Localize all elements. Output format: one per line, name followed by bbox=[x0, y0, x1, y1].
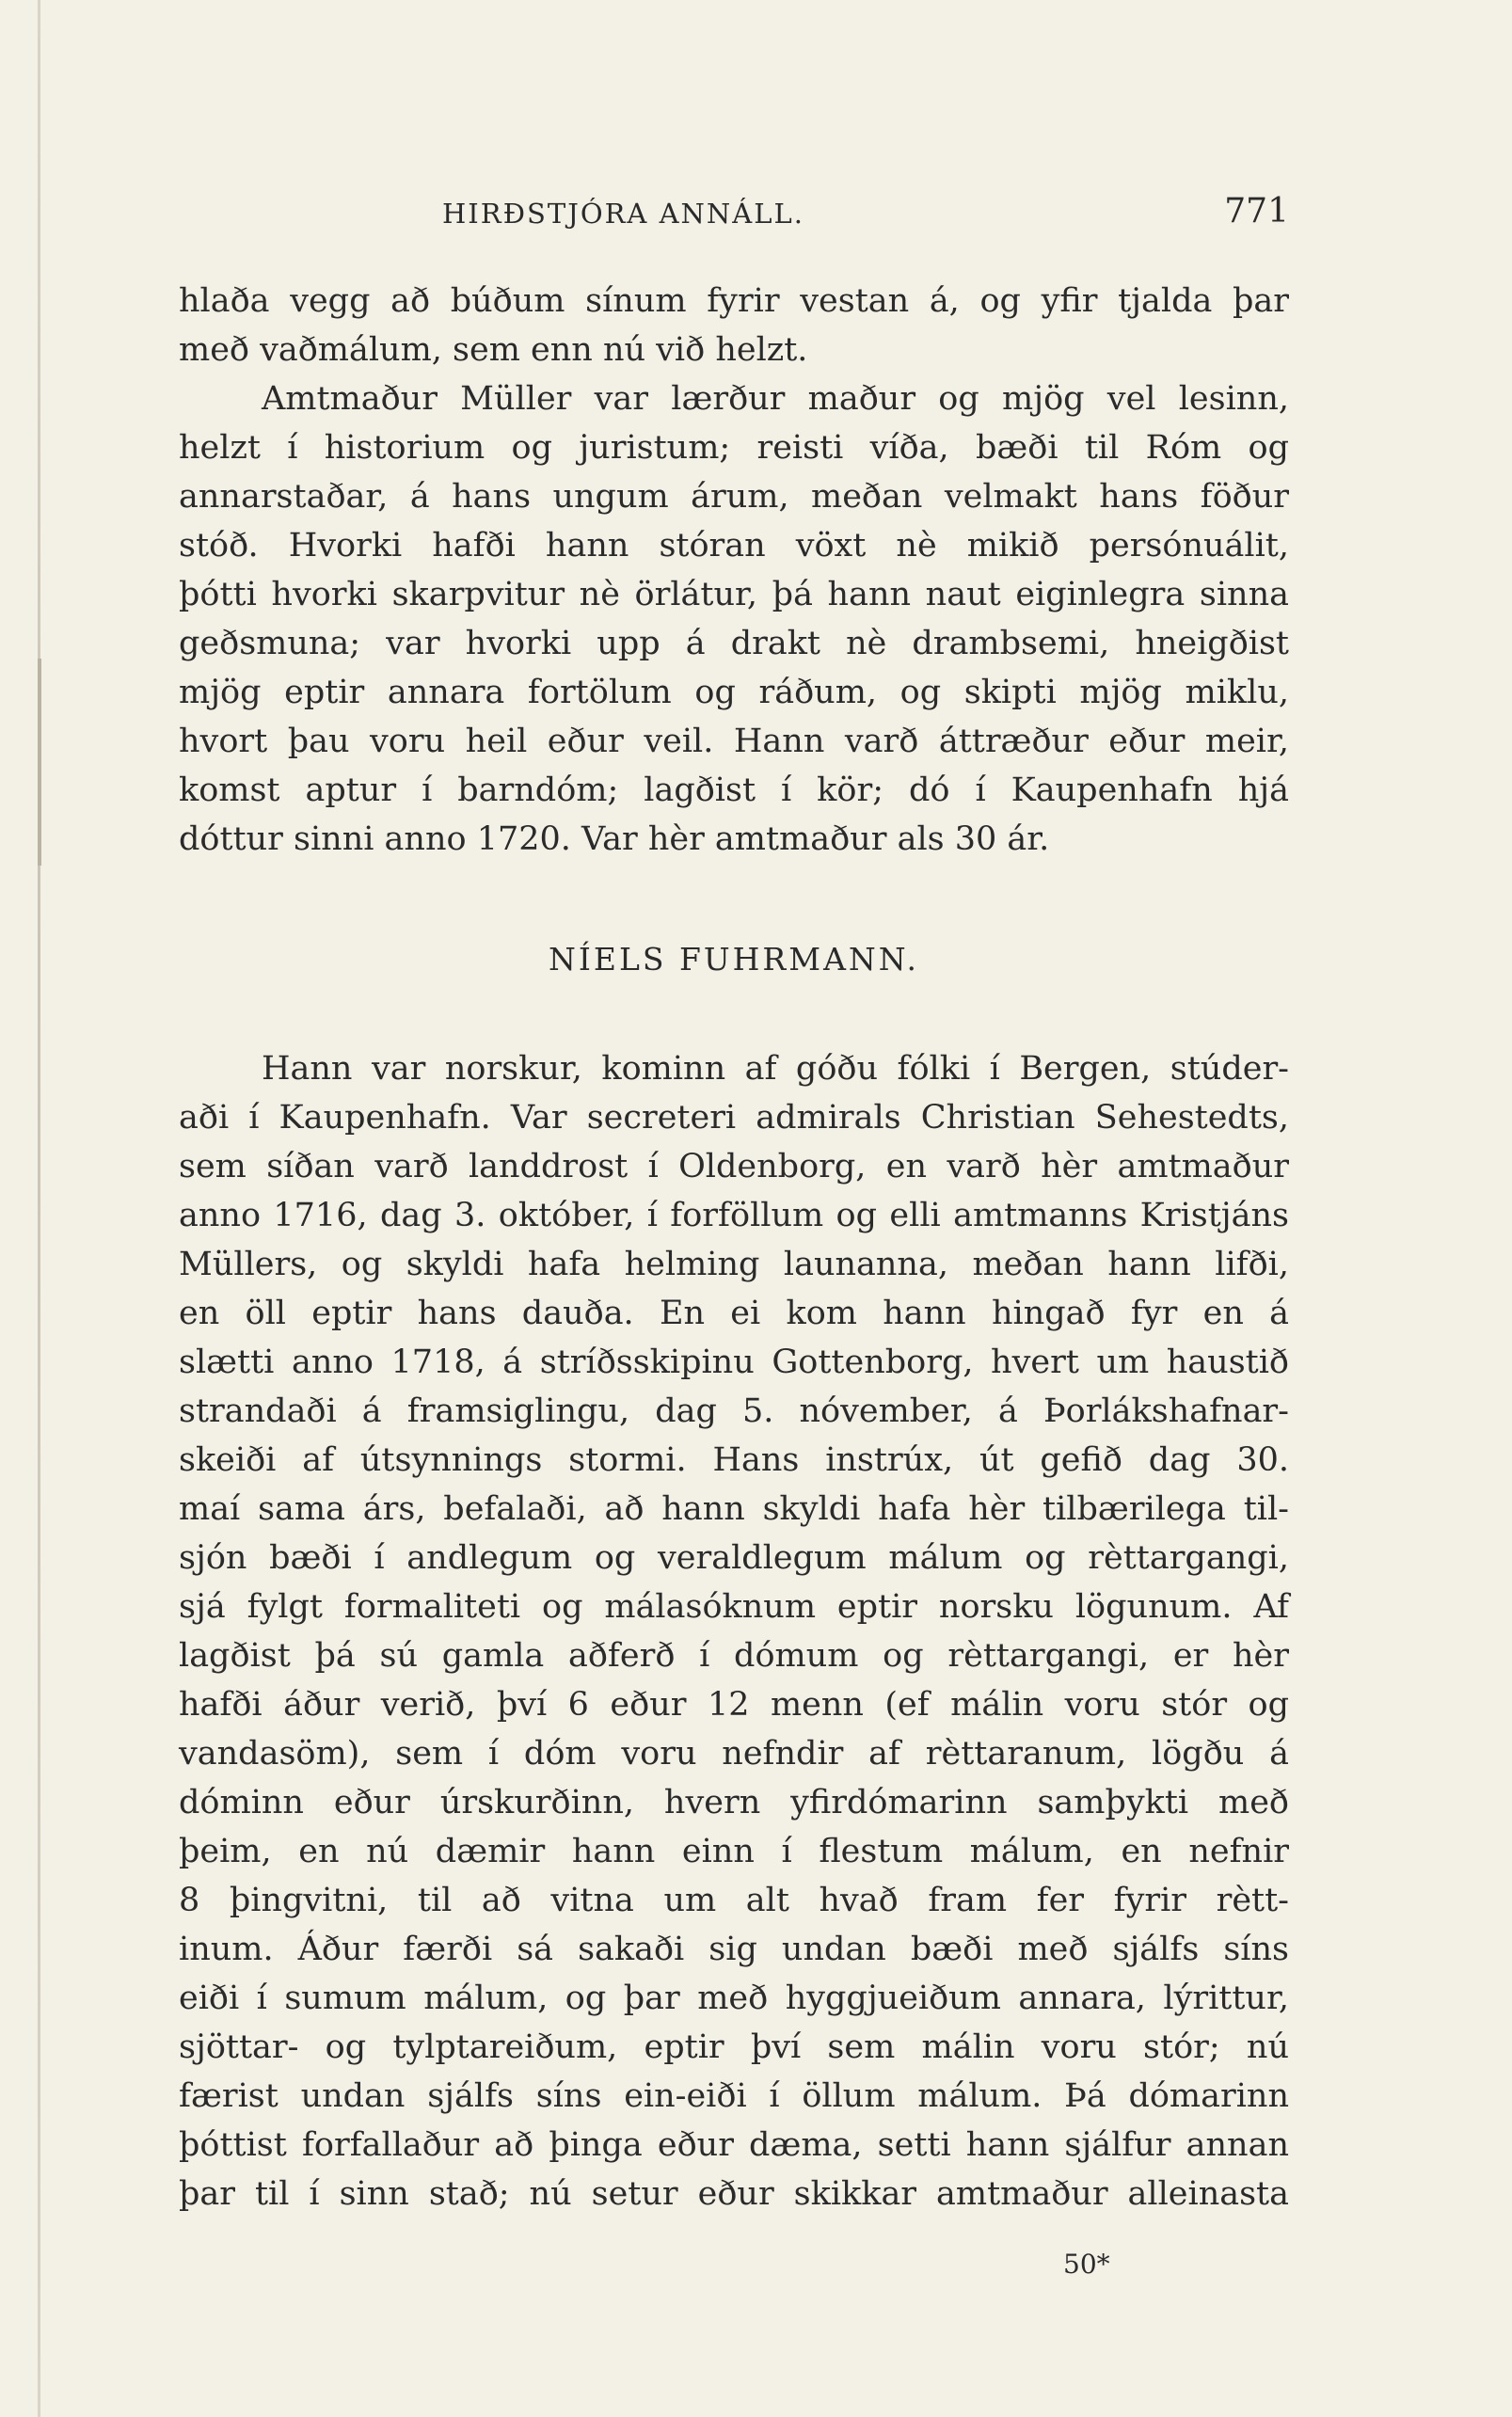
text-line: slætti anno 1718, á stríðsskipinu Gottenborg, hvert um haustið bbox=[179, 1344, 1289, 1381]
text-line: sem síðan varð landdrost í Oldenborg, en varð hèr amtmaður bbox=[179, 1148, 1289, 1185]
text-line: eiði í sumum málum, og þar með hyggjueiðum annara, lýrittur, bbox=[179, 1980, 1289, 2017]
text-line: þeim, en nú dæmir hann einn í flestum málum, en nefnir bbox=[179, 1833, 1289, 1870]
text-line: strandaði á framsiglingu, dag 5. nóvember, á Þorlákshafnar- bbox=[179, 1392, 1289, 1430]
text-line: sjá fylgt formaliteti og málasóknum eptir norsku lögunum. Af bbox=[179, 1588, 1289, 1626]
text-line: geðsmuna; var hvorki upp á drakt nè drambsemi, hneigðist bbox=[179, 625, 1289, 662]
text-line: 8 þingvitni, til að vitna um alt hvað fram fer fyrir rètt- bbox=[179, 1882, 1289, 1919]
text-line: færist undan sjálfs síns ein-eiði í öllum málum. Þá dómarinn bbox=[179, 2077, 1289, 2115]
page-binding-edge bbox=[38, 0, 40, 2417]
text-line: en öll eptir hans dauða. En ei kom hann hingað fyr en á bbox=[179, 1295, 1289, 1332]
text-line: inum. Áður færði sá sakaði sig undan bæði með sjálfs síns bbox=[179, 1931, 1289, 1968]
text-line: sjón bæði í andlegum og veraldlegum málum og rèttargangi, bbox=[179, 1539, 1289, 1577]
text-line: hvort þau voru heil eður veil. Hann varð áttræður eður meir, bbox=[179, 723, 1289, 760]
text-line: þar til í sinn stað; nú setur eður skikkar amtmaður alleinasta bbox=[179, 2175, 1289, 2213]
signature-mark: 50* bbox=[1063, 2249, 1110, 2280]
text-line: Müllers, og skyldi hafa helming launanna, meðan hann lifði, bbox=[179, 1246, 1289, 1283]
text-line: sjöttar- og tylptareiðum, eptir því sem málin voru stór; nú bbox=[179, 2028, 1289, 2066]
text-line: komst aptur í barndóm; lagðist í kör; dó í Kaupenhafn hjá bbox=[179, 771, 1289, 809]
text-line: hlaða vegg að búðum sínum fyrir vestan á, og yfir tjalda þar bbox=[179, 282, 1289, 320]
text-line: Amtmaður Müller var lærður maður og mjög vel lesinn, bbox=[262, 380, 1289, 418]
running-head: HIRÐSTJÓRA ANNÁLL. bbox=[442, 198, 804, 230]
text-line: með vaðmálum, sem enn nú við helzt. bbox=[179, 331, 808, 369]
text-line: aði í Kaupenhafn. Var secreteri admirals Christian Sehestedts, bbox=[179, 1099, 1289, 1137]
section-title: NÍELS FUHRMANN. bbox=[548, 941, 920, 978]
text-line: maí sama árs, befalaði, að hann skyldi hafa hèr tilbærilega til- bbox=[179, 1490, 1289, 1528]
text-line: lagðist þá sú gamla aðferð í dómum og rèttargangi, er hèr bbox=[179, 1637, 1289, 1675]
text-line: dóminn eður úrskurðinn, hvern yfirdómarinn samþykti með bbox=[179, 1784, 1289, 1821]
text-line: mjög eptir annara fortölum og ráðum, og skipti mjög miklu, bbox=[179, 674, 1289, 711]
text-line: hafði áður verið, því 6 eður 12 menn (ef málin voru stór og bbox=[179, 1686, 1289, 1724]
page-header bbox=[179, 188, 1289, 245]
text-line: vandasöm), sem í dóm voru nefndir af rèttaranum, lögðu á bbox=[179, 1735, 1289, 1773]
text-line: annarstaðar, á hans ungum árum, meðan velmakt hans föður bbox=[179, 478, 1289, 516]
text-line: skeiði af útsynnings stormi. Hans instrúx, út gefið dag 30. bbox=[179, 1441, 1289, 1479]
paragraph-1 bbox=[179, 277, 1289, 374]
text-line: Hann var norskur, kominn af góðu fólki í Bergen, stúder- bbox=[262, 1050, 1289, 1088]
text-line: helzt í historium og juristum; reisti víða, bæði til Róm og bbox=[179, 429, 1289, 467]
paragraph-2 bbox=[179, 374, 1289, 864]
text-line: anno 1716, dag 3. október, í forföllum og elli amtmanns Kristjáns bbox=[179, 1197, 1289, 1234]
paragraph-3 bbox=[179, 1044, 1289, 2218]
page-number: 771 bbox=[1224, 192, 1289, 231]
text-line: þóttist forfallaður að þinga eður dæma, setti hann sjálfur annan bbox=[179, 2126, 1289, 2164]
text-line: þótti hvorki skarpvitur nè örlátur, þá hann naut eiginlegra sinna bbox=[179, 576, 1289, 613]
text-line: dóttur sinni anno 1720. Var hèr amtmaður als 30 ár. bbox=[179, 820, 1050, 858]
text-line: stóð. Hvorki hafði hann stóran vöxt nè mikið persónuálit, bbox=[179, 527, 1289, 564]
page-binding-shadow bbox=[38, 659, 41, 866]
